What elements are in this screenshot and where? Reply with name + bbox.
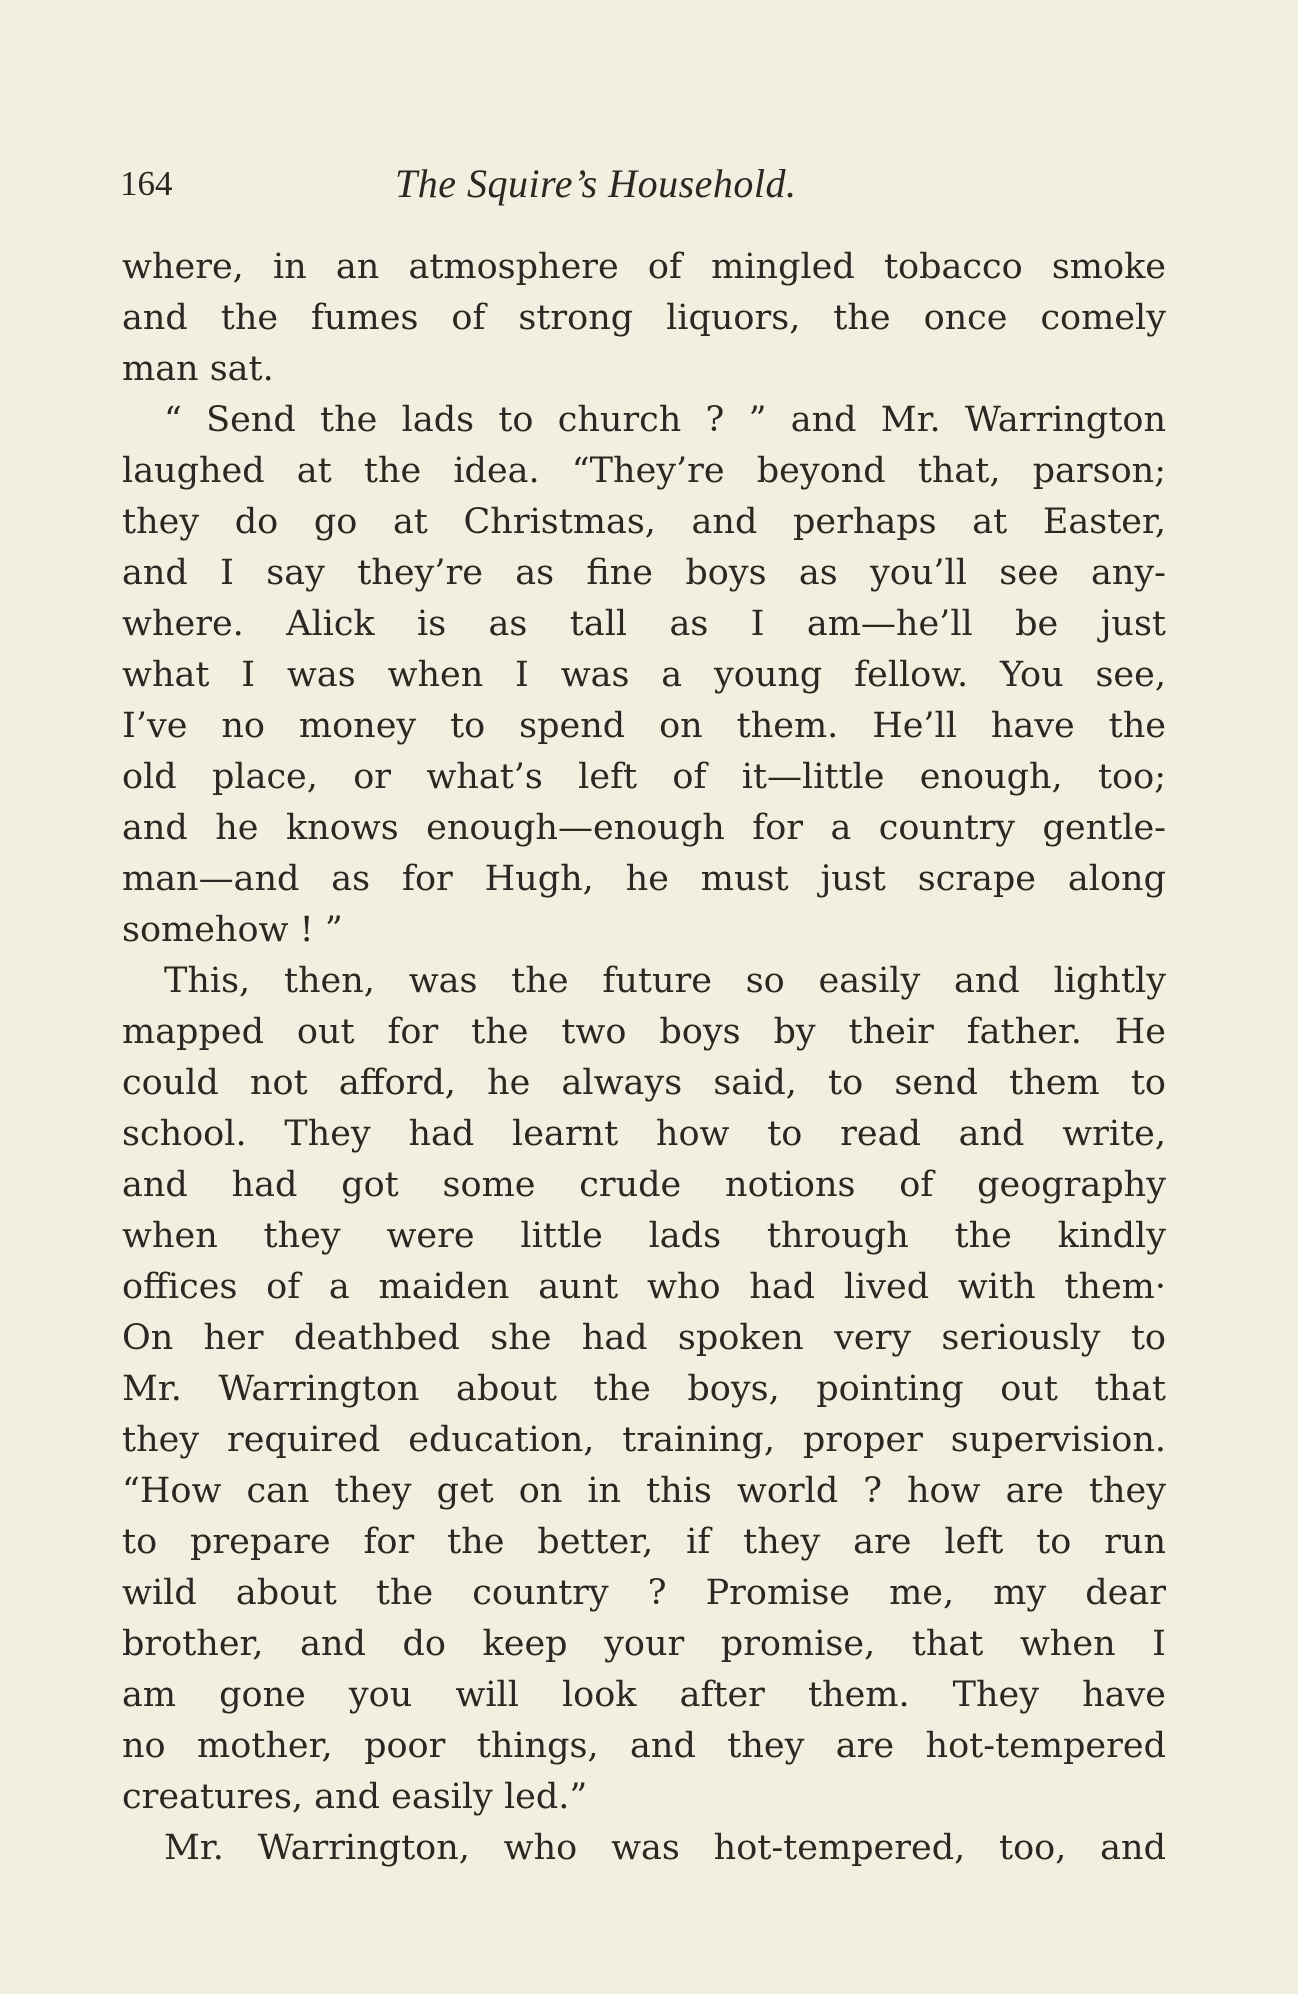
text-line: On her deathbed she had spoken very seriously to [122,1318,1166,1358]
text-line: creatures, and easily led.” [122,1777,588,1817]
text-line: and he knows enough—enough for a country gentle- [122,808,1166,848]
text-line: offices of a maiden aunt who had lived with them· [122,1267,1166,1307]
page-number: 164 [120,164,173,203]
running-title: The Squire’s Household. [395,161,797,206]
text-line: and the fumes of strong liquors, the once comely [122,298,1166,338]
text-line: Mr. Warrington, who was hot-tempered, too, and [164,1828,1166,1868]
text-line: somehow ! ” [122,910,343,950]
text-line: when they were little lads through the kindly [122,1216,1166,1256]
text-line: what I was when I was a young fellow. You see, [122,655,1166,695]
text-line: man sat. [122,349,274,389]
text-line: “ Send the lads to church ? ” and Mr. Warrington [164,400,1166,440]
body-text [122,242,1166,1874]
text-line: and I say they’re as fine boys as you’ll see any- [122,553,1166,593]
text-line: no mother, poor things, and they are hot-tempered [122,1726,1166,1766]
text-line: could not afford, he always said, to send them to [122,1063,1166,1103]
text-line: mapped out for the two boys by their father. He [122,1012,1166,1052]
text-line: old place, or what’s left of it—little enough, too; [122,757,1166,797]
text-line: wild about the country ? Promise me, my dear [122,1573,1166,1613]
text-line: school. They had learnt how to read and write, [122,1114,1166,1154]
text-line: “How can they get on in this world ? how are they [122,1471,1166,1511]
text-line: to prepare for the better, if they are left to run [122,1522,1166,1562]
text-line: laughed at the idea. “They’re beyond that, parson; [122,451,1166,491]
text-line: where, in an atmosphere of mingled tobacco smoke [122,247,1166,287]
text-line: I’ve no money to spend on them. He’ll have the [122,706,1166,746]
text-line: brother, and do keep your promise, that when I [122,1624,1166,1664]
text-line: This, then, was the future so easily and lightly [164,961,1166,1001]
text-line: Mr. Warrington about the boys, pointing out that [122,1369,1166,1409]
text-line: they required education, training, proper supervision. [122,1420,1166,1460]
text-line: they do go at Christmas, and perhaps at Easter, [122,502,1166,542]
text-line: where. Alick is as tall as I am—he’ll be just [122,604,1166,644]
text-line: and had got some crude notions of geography [122,1165,1166,1205]
text-line: man—and as for Hugh, he must just scrape along [122,859,1166,899]
text-line: am gone you will look after them. They have [122,1675,1166,1715]
running-head [120,158,1180,210]
